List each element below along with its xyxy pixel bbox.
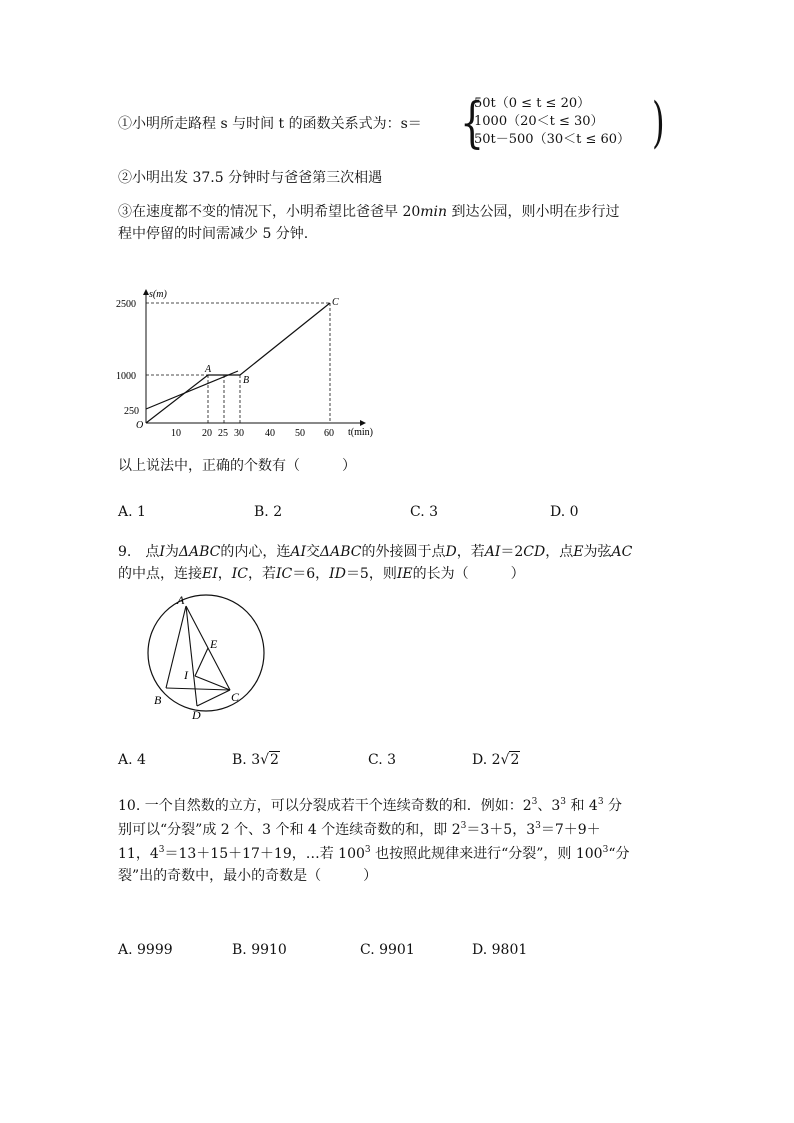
fig-label-a: A	[177, 593, 185, 607]
case-1: 50t（0 ≤ t ≤ 20）	[474, 96, 591, 111]
point-a-label: A	[205, 364, 212, 375]
q10-option-d[interactable]: D. 9801	[472, 942, 528, 958]
xiaoming-line	[146, 303, 330, 423]
sqrt-symbol: √2	[260, 752, 279, 768]
q8-question: 以上说法中，正确的个数有（ ）	[118, 458, 356, 474]
q8-option-c[interactable]: C. 3	[410, 504, 439, 520]
q10-option-a[interactable]: A. 9999	[118, 942, 173, 958]
fig-label-d: D	[192, 708, 201, 722]
left-brace: {	[460, 91, 485, 154]
fig-label-e: E	[210, 637, 218, 651]
statement-1-text: ①小明所走路程 s 与时间 t 的函数关系式为：s＝	[118, 116, 422, 132]
x-tick-60: 60	[324, 428, 334, 439]
point-b-label: B	[243, 375, 250, 386]
x-tick-25: 25	[218, 428, 228, 439]
statement-3-line-1: ③在速度都不变的情况下，小明希望比爸爸早 20min 到达公园，则小明在步行过	[118, 204, 620, 220]
case-2: 1000（20＜t ≤ 30）	[474, 114, 604, 129]
y-axis-label: s(m)	[149, 289, 167, 300]
q10-line-1: 10. 一个自然数的立方，可以分裂成若干个连续奇数的和．例如：$2^3$、$3^3$ 和 $4^3$ 分	[118, 797, 623, 814]
q9-line-1: 9. 点I为ΔABC的内心，连AI交ΔABC的外接圆于点D，若AI＝2CD，点E为弦AC	[118, 544, 633, 560]
q9-option-c[interactable]: C. 3	[368, 752, 397, 768]
x-tick-10: 10	[171, 428, 181, 439]
distance-time-graph	[110, 285, 400, 440]
q9-option-b[interactable]: B. 3√2	[232, 752, 279, 768]
fig-label-i: I	[184, 668, 188, 682]
q10-option-c[interactable]: C. 9901	[360, 942, 415, 958]
q8-option-b[interactable]: B. 2	[254, 504, 283, 520]
statement-3-line-2: 程中停留的时间需减少 5 分钟.	[118, 226, 309, 242]
sqrt-symbol: √2	[500, 752, 520, 768]
q8-option-d[interactable]: D. 0	[550, 504, 579, 520]
q10-line-3: 11，$4^3=13+15+17+19$，…若 $100^3$ 也按照此规律来进行“分裂”，则 $100^3“$分	[118, 845, 630, 862]
case-3: 50t－500（30＜t ≤ 60）	[474, 132, 631, 147]
triangle-lines	[166, 606, 230, 706]
x-tick-30: 30	[234, 428, 244, 439]
origin-label: O	[136, 420, 144, 431]
right-paren: )	[652, 91, 665, 154]
statement-2: ②小明出发 37.5 分钟时与爸爸第三次相遇	[118, 170, 383, 186]
x-tick-20: 20	[202, 428, 212, 439]
q10-line-2: 别可以“分裂”成 2 个、3 个和 4 个连续奇数的和，即 $2^3=3+5$，$3^3=7+9+$	[118, 821, 601, 838]
x-tick-50: 50	[295, 428, 305, 439]
q8-option-a[interactable]: A. 1	[118, 504, 146, 520]
q9-line-2: 的中点，连接EI，IC，若IC＝6，ID＝5，则IE的长为（ ）	[118, 566, 525, 582]
fig-label-c: C	[231, 690, 240, 704]
guide-lines	[146, 303, 330, 423]
q9-circle-figure	[140, 590, 270, 725]
y-tick-1000: 1000	[116, 371, 136, 382]
x-tick-40: 40	[265, 428, 275, 439]
q10-option-b[interactable]: B. 9910	[232, 942, 287, 958]
x-axis-label: t(min)	[348, 427, 373, 438]
fig-label-b: B	[154, 693, 162, 707]
q9-option-a[interactable]: A. 4	[118, 752, 146, 768]
y-tick-2500: 2500	[116, 299, 136, 310]
q9-option-d[interactable]: D. 2√2	[472, 752, 520, 768]
point-c-label: C	[332, 297, 339, 308]
q10-line-4: 裂”出的奇数中，最小的奇数是（ ）	[118, 868, 378, 884]
y-tick-250: 250	[124, 406, 139, 417]
statement-1	[118, 114, 422, 134]
